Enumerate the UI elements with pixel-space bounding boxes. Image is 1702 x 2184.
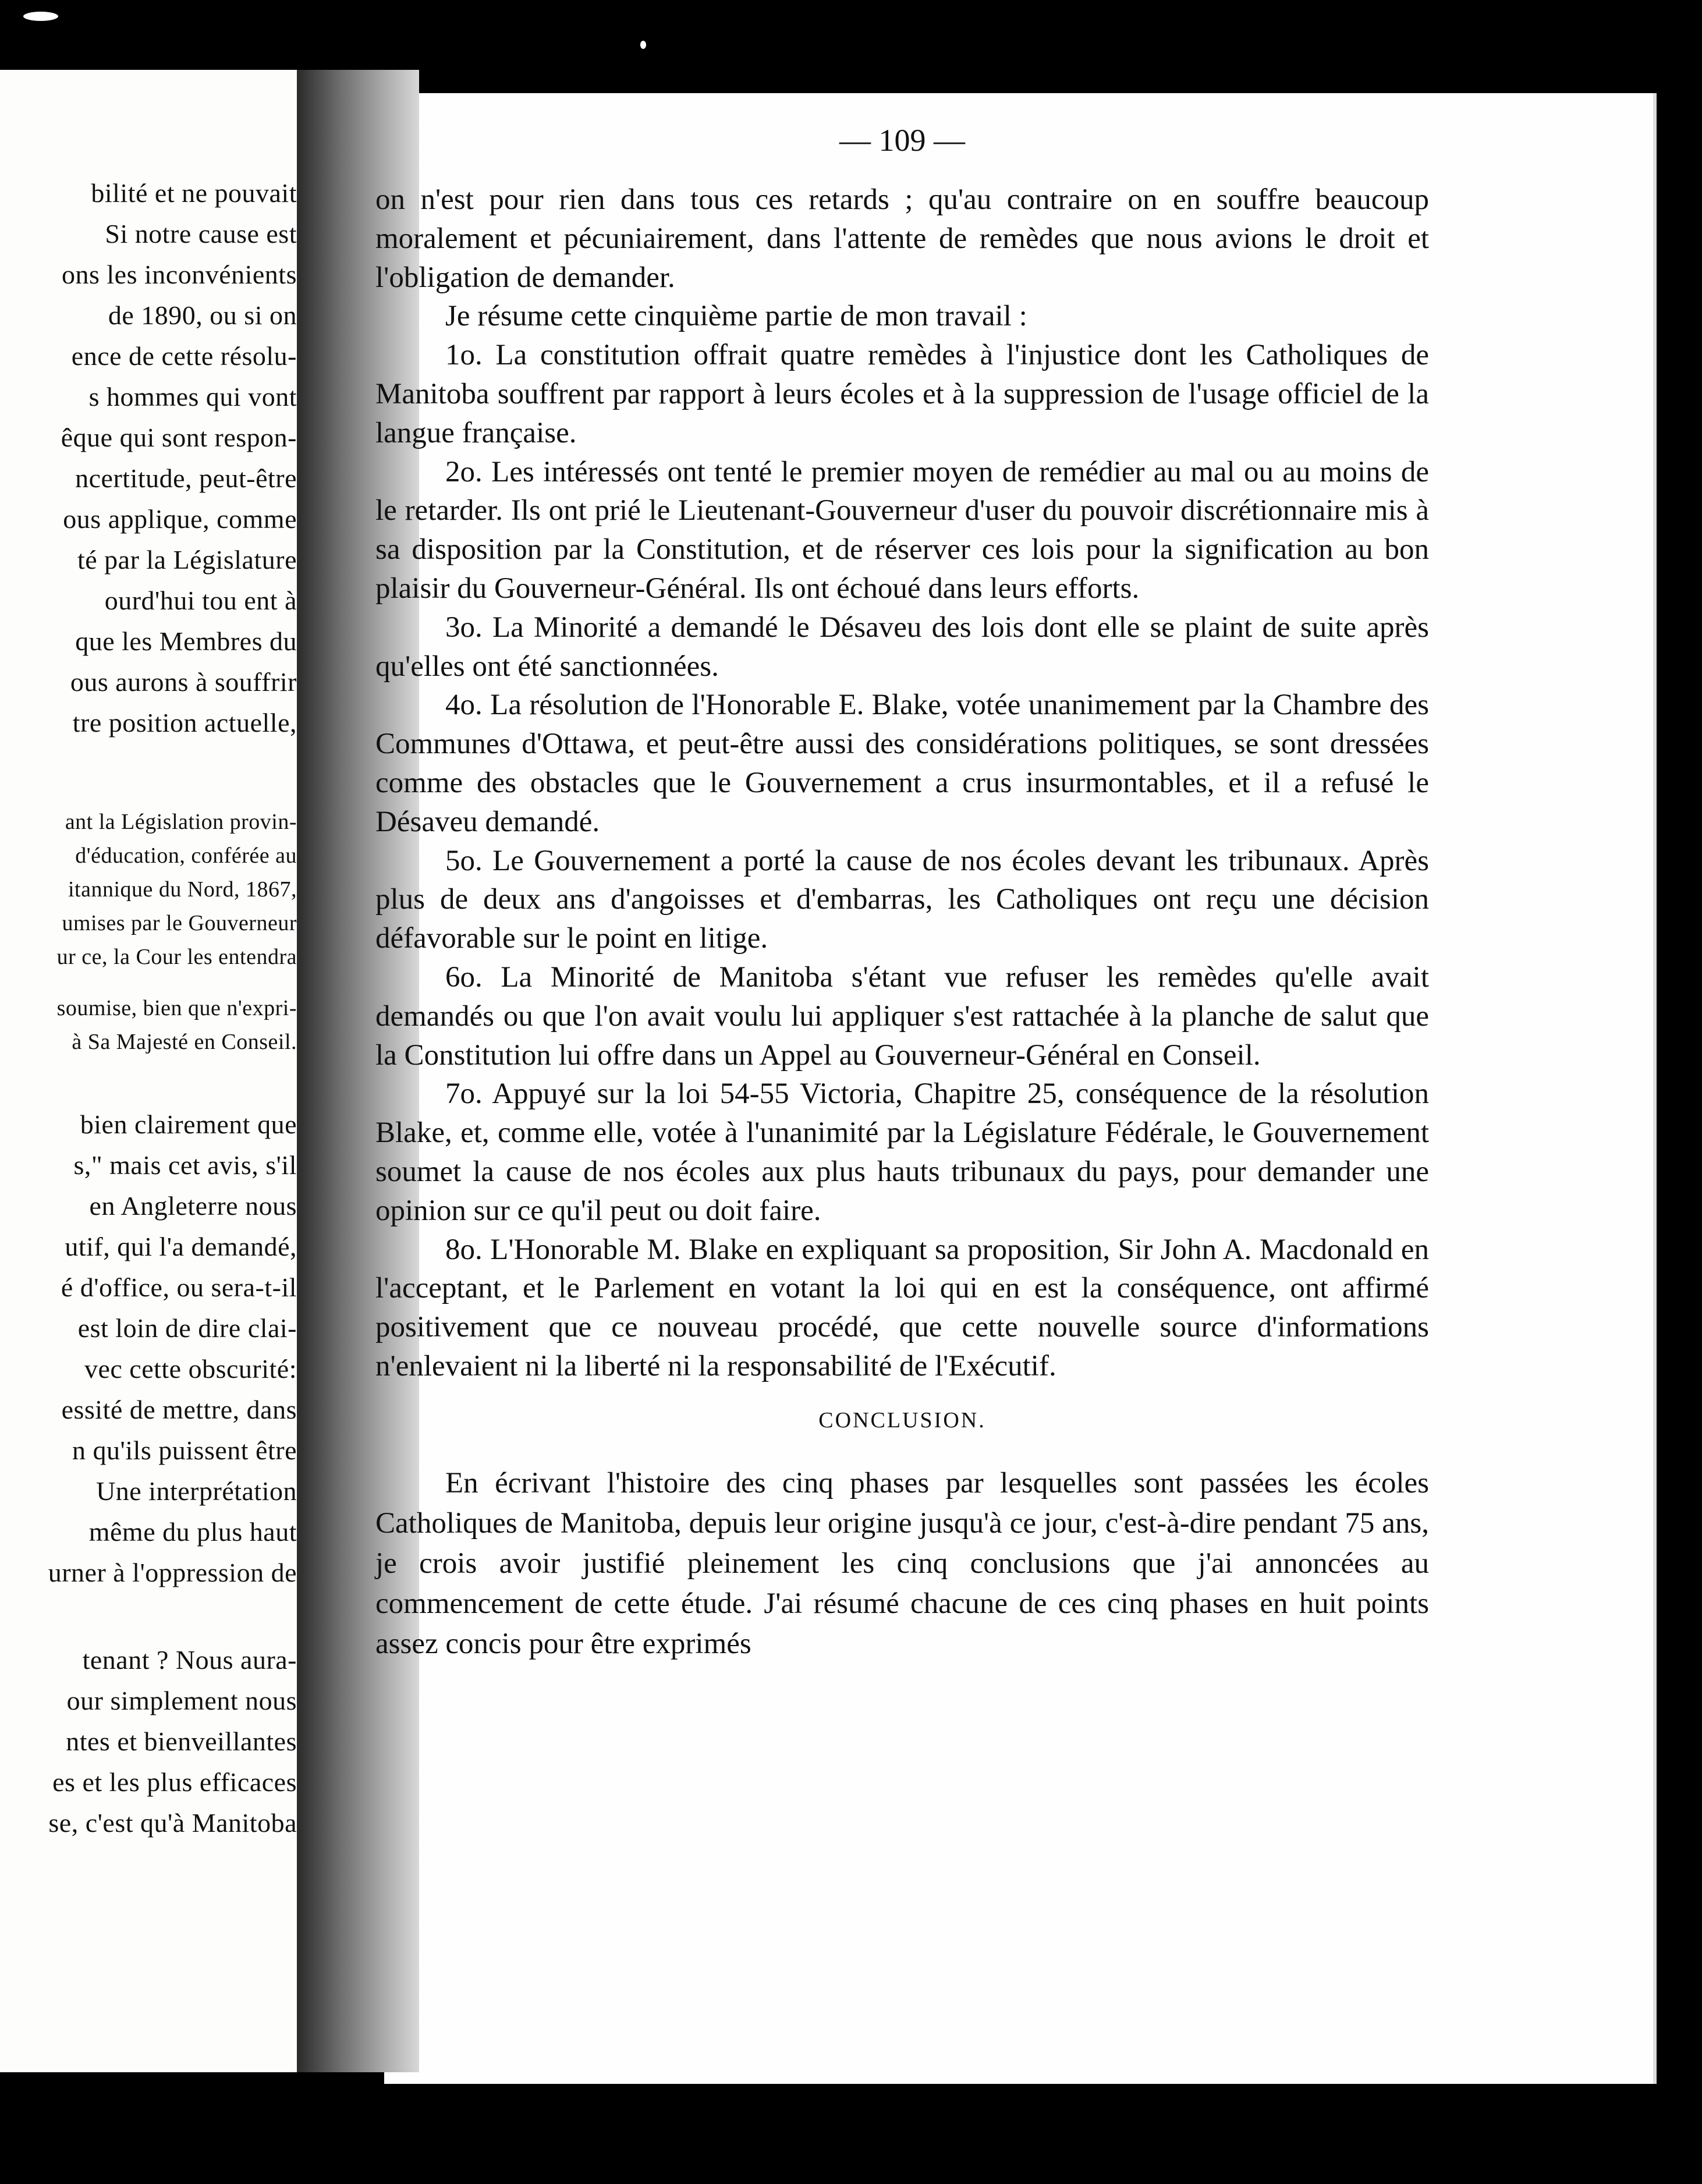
- left-line: êque qui sont respon-: [61, 423, 297, 452]
- left-line: s hommes qui vont: [88, 382, 297, 412]
- left-line: ourd'hui tou ent à: [104, 586, 297, 615]
- left-line: tre position actuelle,: [72, 708, 297, 738]
- left-line: que les Membres du: [75, 626, 297, 656]
- paragraph-item-5: 5o. Le Gouvernement a porté la cause de nos écoles devant les tribunaux. Après plus de deux ans d'angoisses et d'embarras, les Catholiques ont reçu une décision défavorable sur le point en litige.: [375, 844, 1429, 955]
- page-number: — 109 —: [839, 123, 965, 158]
- paragraph-item-8: 8o. L'Honorable M. Blake en expliquant sa proposition, Sir John A. Macdonald en l'acceptant, et le Parlement en votant la loi qui en est la conséquence, ont affirmé positivement que ce nouveau procédé, que cette nouvelle source d'informations n'enlevaient ni la liberté ni la responsabilité de l'Exécutif.: [375, 1233, 1429, 1382]
- left-line: bilité et ne pouvait: [91, 178, 297, 208]
- left-line: bien clairement que: [80, 1109, 297, 1139]
- left-line: Une interprétation: [96, 1476, 297, 1506]
- scan-speck: [640, 41, 646, 49]
- paragraph: on n'est pour rien dans tous ces retards ; qu'au contraire on en souffre beaucoup moralement et pécuniairement, dans l'attente de remèdes que nous avions le droit et l'obligation de demander.: [375, 183, 1429, 294]
- left-line: se, c'est qu'à Manitoba: [48, 1808, 297, 1838]
- page-body: [375, 180, 1429, 1664]
- left-line: é d'office, ou sera-t-il: [61, 1272, 297, 1302]
- left-line: ncertitude, peut-être: [75, 463, 297, 493]
- left-note-line: soumise, bien que n'expri-: [56, 996, 297, 1020]
- left-line: s," mais cet avis, s'il: [73, 1150, 297, 1180]
- left-line: ntes et bienveillantes: [66, 1726, 297, 1756]
- left-line: essité de mettre, dans: [61, 1395, 297, 1424]
- paragraph-item-2: 2o. Les intéressés ont tenté le premier moyen de remédier au mal ou au moins de le retarder. Ils ont prié le Lieutenant-Gouverneur d'user du pouvoir discrétionnaire mis à sa disposition par la Constitution, et de réserver ces lois pour la signification au bon plaisir du Gouverneur-Général. Ils ont échoué dans leurs efforts.: [375, 455, 1429, 605]
- left-line: de 1890, ou si on: [108, 300, 297, 330]
- paragraph-item-6: 6o. La Minorité de Manitoba s'étant vue refuser les remèdes qu'elle avait demandés ou que l'on avait voulu lui appliquer s'est rattachée à la planche de salut que la Constitution lui offre dans un Appel au Gouverneur-Général en Conseil.: [375, 960, 1429, 1072]
- left-line: même du plus haut: [88, 1517, 297, 1547]
- left-note-line: ur ce, la Cour les entendra: [56, 945, 297, 969]
- left-note-line: ant la Législation provin-: [65, 810, 297, 834]
- paragraph-item-3: 3o. La Minorité a demandé le Désaveu des lois dont elle se plaint de suite après qu'elles ont été sanctionnées.: [375, 611, 1429, 683]
- left-page-fragment: [0, 70, 303, 2072]
- left-line: es et les plus efficaces: [52, 1767, 297, 1797]
- paragraph-item-1: 1o. La constitution offrait quatre remèdes à l'injustice dont les Catholiques de Manitoba souffrent par rapport à leurs écoles et à la suppression de l'usage officiel de la langue française.: [375, 339, 1429, 449]
- left-line: té par la Législature: [77, 545, 297, 575]
- left-line: ons les inconvénients: [62, 260, 297, 289]
- section-heading: CONCLUSION.: [818, 1407, 986, 1433]
- left-line: n qu'ils puissent être: [72, 1435, 297, 1465]
- paragraph-item-7: 7o. Appuyé sur la loi 54-55 Victoria, Chapitre 25, conséquence de la résolution Blake, et, comme elle, votée à l'unanimité par la Législature Fédérale, le Gouvernement soumet la cause de nos écoles aux plus hauts tribunaux du pays, pour demander une opinion sur ce qu'il peut ou doit faire.: [375, 1077, 1429, 1227]
- left-line: vec cette obscurité:: [84, 1354, 297, 1384]
- paragraph-item-4: 4o. La résolution de l'Honorable E. Blake, votée unanimement par la Chambre des Communes d'Ottawa, et peut-être aussi des considérations politiques, se sont dressées comme des obstacles que le Gouvernement a crus insurmontables, et il a refusé le Désaveu demandé.: [375, 689, 1429, 838]
- left-line: urner à l'oppression de: [48, 1558, 297, 1587]
- left-line: est loin de dire clai-: [77, 1313, 297, 1343]
- scan-speck: [23, 12, 58, 21]
- left-line: utif, qui l'a demandé,: [65, 1232, 297, 1261]
- left-line: ous applique, comme: [63, 504, 297, 534]
- left-line: ous aurons à souffrir: [70, 667, 297, 697]
- left-note-line: umises par le Gouverneur: [62, 911, 297, 935]
- left-note-line: à Sa Majesté en Conseil.: [72, 1030, 297, 1054]
- left-line: Si notre cause est: [105, 219, 297, 249]
- left-note-line: itannique du Nord, 1867,: [68, 877, 297, 902]
- left-line: en Angleterre nous: [89, 1191, 297, 1221]
- conclusion-paragraph: En écrivant l'histoire des cinq phases par lesquelles sont passées les écoles Catholiques de Manitoba, depuis leur origine jusqu'à ce jour, c'est-à-dire pendant 75 ans, je crois avoir justifié pleinement les cinq conclusions que j'ai annoncées au commencement de cette étude. J'ai résumé chacune de ces cinq phases en huit points assez concis pour être exprimés: [375, 1466, 1429, 1660]
- left-line: ence de cette résolu-: [71, 341, 297, 371]
- left-line: tenant ? Nous aura-: [82, 1645, 297, 1675]
- left-line: our simplement nous: [66, 1686, 297, 1715]
- paragraph: Je résume cette cinquième partie de mon travail :: [445, 300, 1027, 333]
- left-note-line: d'éducation, conférée au: [75, 843, 297, 868]
